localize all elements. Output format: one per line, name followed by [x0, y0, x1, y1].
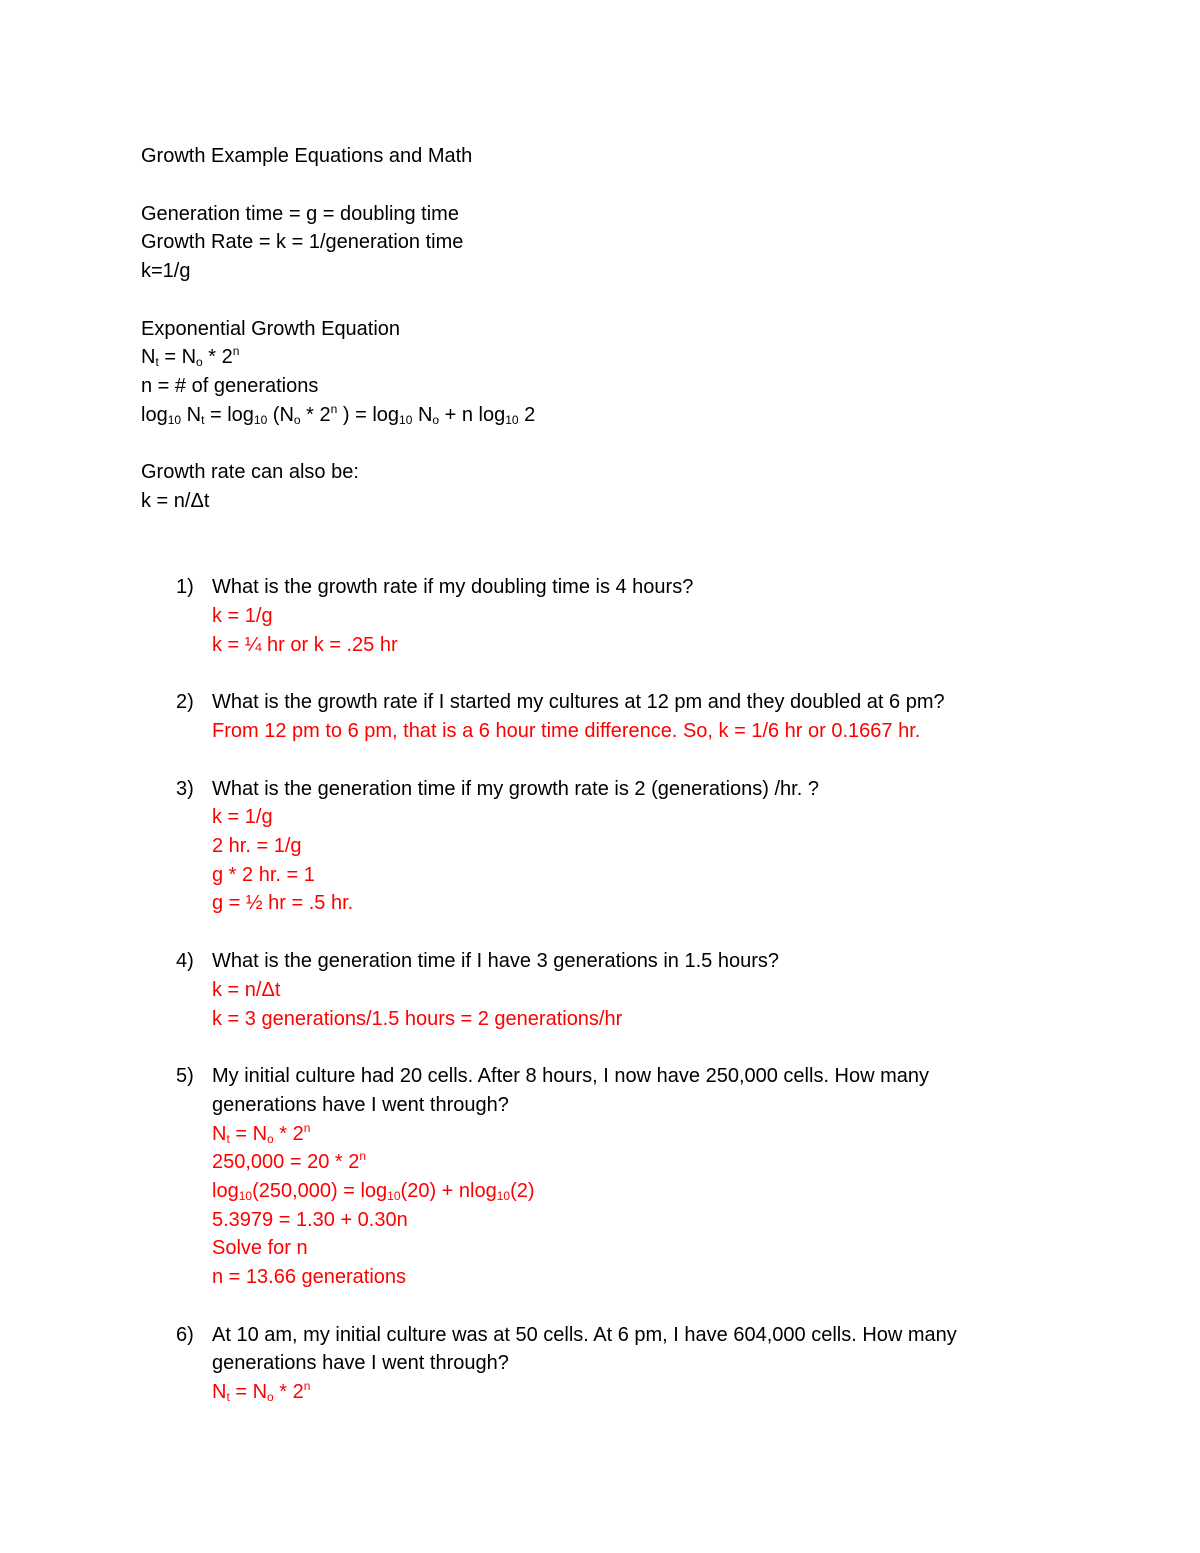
answer-line: k = 1/g — [212, 605, 273, 627]
growth-rate-alt-equation: k = n/Δt — [141, 490, 210, 512]
growth-rate-alt-heading: Growth rate can also be: — [141, 461, 359, 483]
eq-text: = log — [204, 404, 254, 426]
eq-text: = N — [229, 1123, 268, 1145]
answer-line: Solve for n — [212, 1237, 308, 1259]
answer-line: k = 1/g — [212, 806, 273, 828]
eq-subscript: o — [267, 1132, 274, 1146]
eq-superscript: n — [359, 1149, 367, 1163]
eq-text: log — [141, 404, 168, 426]
eq-text: log — [212, 1180, 239, 1202]
eq-superscript: n — [330, 402, 338, 416]
eq-text: + n log — [439, 404, 506, 426]
eq-text: * 2 — [273, 1381, 304, 1403]
question-text: My initial culture had 20 cells. After 8 hours, I now have 250,000 cells. How many — [212, 1065, 930, 1087]
n-definition: n = # of generations — [141, 375, 319, 397]
answer-line: From 12 pm to 6 pm, that is a 6 hour time difference. So, k = 1/6 hr or 0.1667 hr. — [212, 720, 921, 742]
eq-subscript: 10 — [253, 413, 268, 427]
question-text: What is the growth rate if my doubling time is 4 hours? — [212, 576, 694, 598]
exponential-heading: Exponential Growth Equation — [141, 318, 401, 340]
definition-generation-time: Generation time = g = doubling time — [141, 203, 459, 225]
answer-line: k = 3 generations/1.5 hours = 2 generations/hr — [212, 1008, 623, 1030]
question-number: 1) — [176, 576, 194, 598]
eq-subscript: 10 — [238, 1189, 253, 1203]
answer-line: k = n/Δt — [212, 979, 281, 1001]
eq-text: (N — [267, 404, 294, 426]
eq-subscript: 10 — [387, 1189, 401, 1203]
question-number: 2) — [176, 691, 194, 713]
eq-text: 2 — [518, 404, 536, 426]
definition-growth-rate: Growth Rate = k = 1/generation time — [141, 231, 464, 253]
eq-text: * 2 — [300, 404, 331, 426]
eq-superscript: n — [303, 1121, 311, 1135]
question-text: What is the generation time if I have 3 generations in 1.5 hours? — [212, 950, 780, 972]
eq-subscript: o — [267, 1390, 274, 1404]
answer-line: n = 13.66 generations — [212, 1266, 407, 1288]
eq-text: (20) + nlog — [400, 1180, 497, 1202]
eq-subscript: t — [226, 1132, 230, 1146]
question-number: 4) — [176, 950, 194, 972]
question-number: 6) — [176, 1324, 194, 1346]
answer-line: 5.3979 = 1.30 + 0.30n — [212, 1209, 408, 1231]
eq-subscript: t — [155, 355, 159, 369]
document-title: Growth Example Equations and Math — [141, 145, 473, 167]
eq-subscript: 10 — [167, 413, 182, 427]
eq-text: * 2 — [273, 1123, 304, 1145]
eq-superscript: n — [303, 1379, 311, 1393]
answer-line — [212, 1121, 310, 1147]
question-text: generations have I went through? — [212, 1094, 509, 1116]
definition-k: k=1/g — [141, 260, 191, 282]
answer-line: 2 hr. = 1/g — [212, 835, 302, 857]
eq-text: N — [181, 404, 202, 426]
question-text: What is the generation time if my growth rate is 2 (generations) /hr. ? — [212, 778, 819, 800]
eq-text: * 2 — [202, 346, 233, 368]
answer-line — [212, 1379, 310, 1405]
eq-text: = N — [229, 1381, 268, 1403]
answer-line: k = ¼ hr or k = .25 hr — [212, 634, 398, 656]
eq-subscript: o — [196, 355, 203, 369]
eq-symbol: N — [212, 1381, 227, 1403]
eq-subscript: t — [226, 1390, 230, 1404]
eq-subscript: t — [201, 413, 205, 427]
eq-symbol: N — [212, 1123, 227, 1145]
answer-line — [212, 1178, 535, 1204]
eq-text: (250,000) = log — [252, 1180, 388, 1202]
eq-subscript: o — [293, 413, 301, 427]
question-text: What is the growth rate if I started my cultures at 12 pm and they doubled at 6 pm? — [212, 691, 945, 713]
question-number: 5) — [176, 1065, 194, 1087]
eq-subscript: 10 — [505, 413, 519, 427]
eq-text: N — [412, 404, 433, 426]
eq-superscript: n — [232, 344, 240, 358]
answer-line — [212, 1149, 366, 1175]
eq-subscript: o — [432, 413, 440, 427]
log-equation — [141, 402, 535, 428]
answer-line: g * 2 hr. = 1 — [212, 864, 315, 886]
eq-text: (2) — [510, 1180, 535, 1202]
eq-text: ) = log — [337, 404, 400, 426]
question-text: At 10 am, my initial culture was at 50 cells. At 6 pm, I have 604,000 cells. How many — [212, 1324, 957, 1346]
eq-text: 250,000 = 20 * 2 — [212, 1151, 360, 1173]
eq-symbol: N — [141, 346, 156, 368]
question-text: generations have I went through? — [212, 1352, 509, 1374]
question-number: 3) — [176, 778, 194, 800]
eq-subscript: 10 — [496, 1189, 511, 1203]
eq-text: = N — [158, 346, 197, 368]
eq-subscript: 10 — [399, 413, 413, 427]
answer-line: g = ½ hr = .5 hr. — [212, 892, 354, 914]
exponential-equation — [141, 344, 239, 370]
